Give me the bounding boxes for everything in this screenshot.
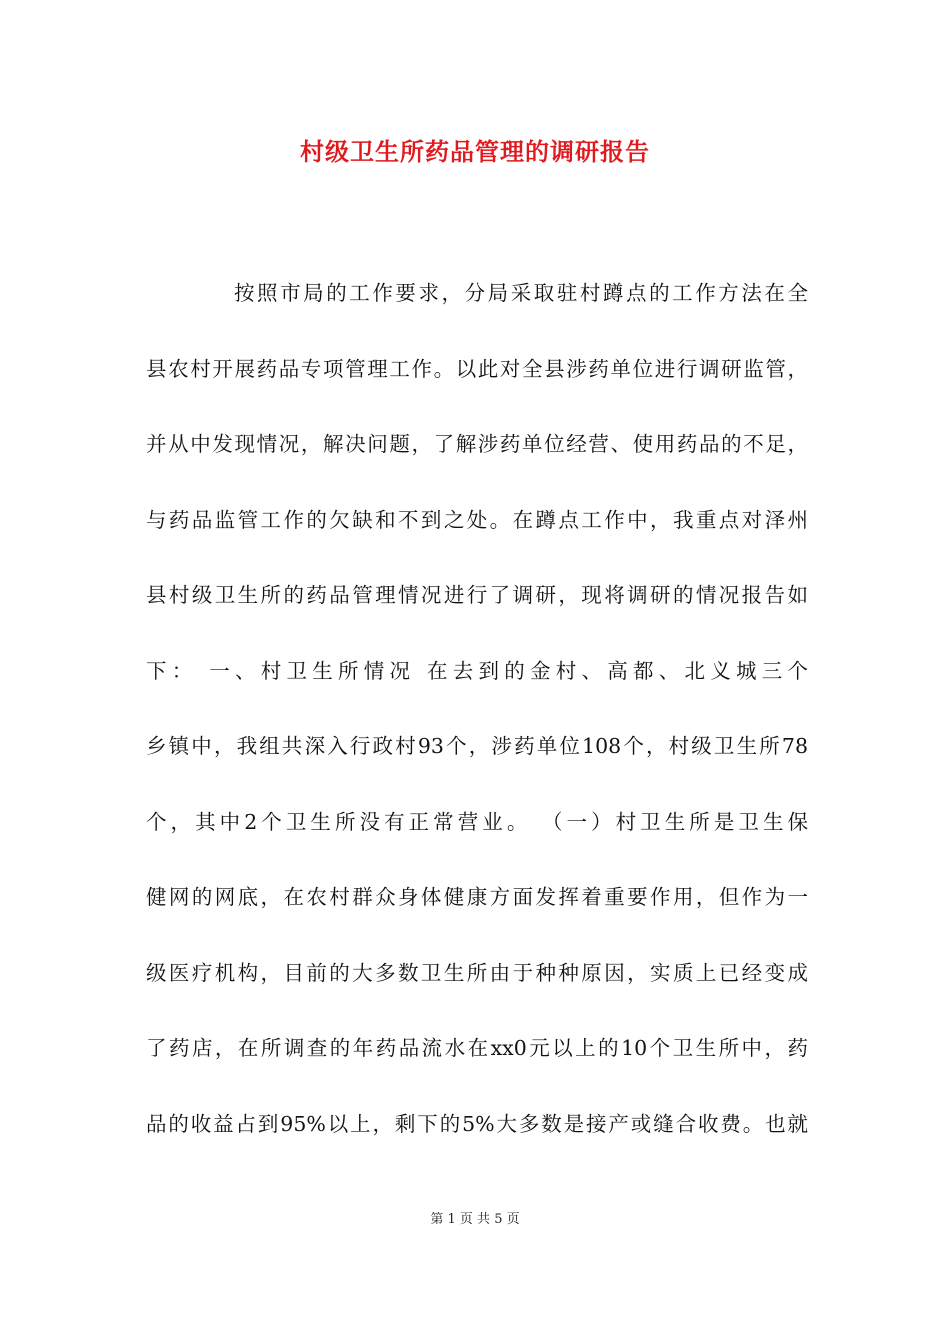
body-line: 并从中发现情况，解决问题，了解涉药单位经营、使用药品的不足， bbox=[146, 432, 808, 456]
body-line: 了药店，在所调查的年药品流水在xx0元以上的10个卫生所中，药 bbox=[146, 1036, 808, 1060]
body-line: 级医疗机构，目前的大多数卫生所由于种种原因，实质上已经变成 bbox=[146, 960, 808, 985]
page-number-footer: 第 1 页 共 5 页 bbox=[430, 1212, 520, 1227]
body-line: 按照市局的工作要求，分局采取驻村蹲点的工作方法在全 bbox=[234, 281, 808, 305]
body-line: 乡镇中，我组共深入行政村93个，涉药单位108个，村级卫生所78 bbox=[146, 734, 808, 758]
body-line: 下： 一、村卫生所情况 在去到的金村、高都、北义城三个 bbox=[146, 658, 808, 683]
body-line: 县村级卫生所的药品管理情况进行了调研，现将调研的情况报告如 bbox=[146, 583, 808, 607]
body-line: 健网的网底，在农村群众身体健康方面发挥着重要作用，但作为一 bbox=[146, 885, 808, 909]
document-title: 村级卫生所药品管理的调研报告 bbox=[300, 137, 650, 166]
document-body bbox=[146, 274, 808, 1180]
body-line: 品的收益占到95%以上，剩下的5%大多数是接产或缝合收费。也就 bbox=[146, 1111, 808, 1136]
body-line: 个，其中2个卫生所没有正常营业。 （一）村卫生所是卫生保 bbox=[146, 809, 808, 834]
body-line: 县农村开展药品专项管理工作。以此对全县涉药单位进行调研监管， bbox=[146, 356, 808, 381]
body-line: 与药品监管工作的欠缺和不到之处。在蹲点工作中，我重点对泽州 bbox=[146, 507, 808, 532]
